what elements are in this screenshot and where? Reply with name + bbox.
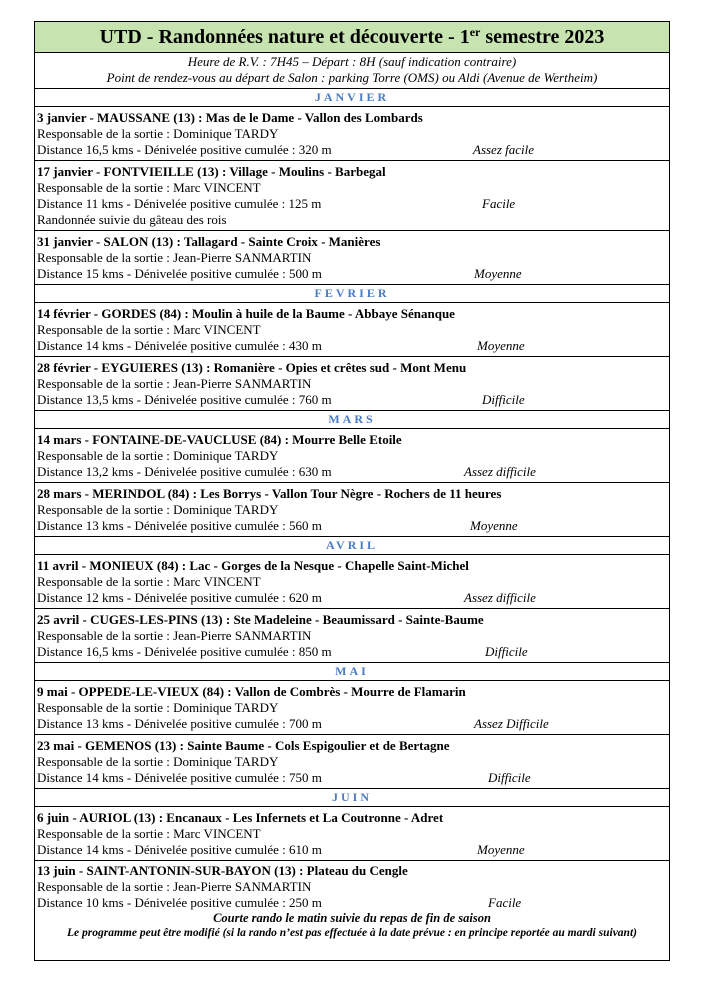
outing-title: 25 avril - CUGES-LES-PINS (13) : Ste Madeleine - Beaumissard - Sainte-Baume [37,612,484,627]
outing-entry [35,555,669,609]
page-title [35,22,669,53]
outing-distance: Distance 16,5 kms - Dénivelée positive cumulée : 850 m [37,644,332,659]
outing-responsible: Responsable de la sortie : Dominique TARDY [37,754,279,769]
outing-entry [35,681,669,735]
outing-distance-line [37,590,667,606]
closing-note: Courte rando le matin suivie du repas de fin de saison [213,911,491,925]
title-superscript: er [469,25,481,39]
outing-title: 14 mars - FONTAINE-DE-VAUCLUSE (84) : Mourre Belle Etoile [37,432,402,447]
outing-difficulty: Difficile [482,392,525,407]
outing-distance: Distance 14 kms - Dénivelée positive cumulée : 750 m [37,770,322,785]
title-rest: semestre 2023 [480,26,605,48]
outing-distance: Distance 13 kms - Dénivelée positive cumulée : 700 m [37,716,322,731]
month-header: JUIN [35,789,669,807]
disclaimer-note: Le programme peut être modifié (si la rando n’est pas effectuée à la date prévue : en principe reportée au mardi suivant) [67,927,637,939]
outing-responsible: Responsable de la sortie : Jean-Pierre SANMARTIN [37,879,312,894]
outing-entry [35,807,669,861]
outing-distance: Distance 16,5 kms - Dénivelée positive cumulée : 320 m [37,142,332,157]
outing-distance: Distance 11 kms - Dénivelée positive cumulée : 125 m [37,196,322,211]
outing-distance-line [37,266,667,282]
outing-difficulty: Moyenne [470,518,518,533]
outing-entry [35,161,669,231]
outing-distance: Distance 15 kms - Dénivelée positive cumulée : 500 m [37,266,322,281]
outing-title: 17 janvier - FONTVIEILLE (13) : Village - Moulins - Barbegal [37,164,386,179]
meeting-info [35,53,669,89]
outing-responsible: Responsable de la sortie : Dominique TARDY [37,700,279,715]
outing-title: 14 février - GORDES (84) : Moulin à huile de la Baume - Abbaye Sénanque [37,306,455,321]
title-main: UTD - Randonnées nature et découverte - 1 [99,26,470,48]
outing-entry [35,429,669,483]
outing-distance-line [37,464,667,480]
outing-entry [35,231,669,285]
month-header: MARS [35,411,669,429]
outing-responsible: Responsable de la sortie : Marc VINCENT [37,322,261,337]
outing-title: 31 janvier - SALON (13) : Tallagard - Sainte Croix - Manières [37,234,381,249]
outing-distance-line [37,196,667,212]
outing-responsible: Responsable de la sortie : Marc VINCENT [37,574,261,589]
meeting-place: Point de rendez-vous au départ de Salon : parking Torre (OMS) ou Aldi (Avenue de Wertheim) [106,70,598,85]
outing-distance-line [37,895,667,911]
outing-distance: Distance 14 kms - Dénivelée positive cumulée : 430 m [37,338,322,353]
outing-responsible: Responsable de la sortie : Jean-Pierre SANMARTIN [37,250,312,265]
outing-responsible: Responsable de la sortie : Dominique TARDY [37,126,279,141]
outing-title: 6 juin - AURIOL (13) : Encanaux - Les Infernets et La Coutronne - Adret [37,810,444,825]
outing-difficulty: Assez facile [473,142,535,157]
outing-responsible: Responsable de la sortie : Jean-Pierre SANMARTIN [37,628,312,643]
month-list [35,89,669,943]
outing-distance-line [37,392,667,408]
outing-distance: Distance 14 kms - Dénivelée positive cumulée : 610 m [37,842,322,857]
outing-title: 28 mars - MERINDOL (84) : Les Borrys - Vallon Tour Nègre - Rochers de 11 heures [37,486,502,501]
outing-difficulty: Assez difficile [464,590,536,605]
outing-responsible: Responsable de la sortie : Dominique TARDY [37,502,279,517]
outing-title: 28 février - EYGUIERES (13) : Romanière - Opies et crêtes sud - Mont Menu [37,360,467,375]
outing-difficulty: Moyenne [474,266,522,281]
month-header: MAI [35,663,669,681]
outing-title: 11 avril - MONIEUX (84) : Lac - Gorges de la Nesque - Chapelle Saint-Michel [37,558,469,573]
outing-difficulty: Difficile [488,770,531,785]
outing-title: 9 mai - OPPEDE-LE-VIEUX (84) : Vallon de Combrès - Mourre de Flamarin [37,684,466,699]
outing-responsible: Responsable de la sortie : Jean-Pierre SANMARTIN [37,376,312,391]
program-sheet [34,21,670,961]
outing-responsible: Responsable de la sortie : Marc VINCENT [37,180,261,195]
month-header: JANVIER [35,89,669,107]
outing-responsible: Responsable de la sortie : Marc VINCENT [37,826,261,841]
outing-distance: Distance 12 kms - Dénivelée positive cumulée : 620 m [37,590,322,605]
outing-entry [35,107,669,161]
outing-distance-line [37,338,667,354]
outing-distance: Distance 13 kms - Dénivelée positive cumulée : 560 m [37,518,322,533]
outing-difficulty: Facile [488,895,522,910]
outing-entry [35,303,669,357]
outing-distance: Distance 13,5 kms - Dénivelée positive cumulée : 760 m [37,392,332,407]
outing-difficulty: Facile [482,196,516,211]
outing-title: 3 janvier - MAUSSANE (13) : Mas de le Dame - Vallon des Lombards [37,110,423,125]
outing-difficulty: Moyenne [477,338,525,353]
outing-distance-line [37,142,667,158]
outing-difficulty: Assez Difficile [474,716,549,731]
outing-note: Randonnée suivie du gâteau des rois [37,212,227,227]
outing-entry [35,861,669,943]
outing-distance-line [37,842,667,858]
outing-distance-line [37,518,667,534]
meeting-time: Heure de R.V. : 7H45 – Départ : 8H (sauf indication contraire) [187,54,517,69]
outing-entry [35,609,669,663]
outing-distance-line [37,644,667,660]
outing-distance: Distance 10 kms - Dénivelée positive cumulée : 250 m [37,895,322,910]
month-header: FEVRIER [35,285,669,303]
outing-title: 13 juin - SAINT-ANTONIN-SUR-BAYON (13) : Plateau du Cengle [37,863,408,878]
month-header: AVRIL [35,537,669,555]
outing-responsible: Responsable de la sortie : Dominique TARDY [37,448,279,463]
outing-entry [35,735,669,789]
outing-distance-line [37,770,667,786]
outing-entry [35,483,669,537]
outing-difficulty: Moyenne [477,842,525,857]
outing-distance-line [37,716,667,732]
outing-difficulty: Difficile [485,644,528,659]
outing-entry [35,357,669,411]
outing-distance: Distance 13,2 kms - Dénivelée positive cumulée : 630 m [37,464,332,479]
outing-difficulty: Assez difficile [464,464,536,479]
outing-title: 23 mai - GEMENOS (13) : Sainte Baume - Cols Espigoulier et de Bertagne [37,738,450,753]
